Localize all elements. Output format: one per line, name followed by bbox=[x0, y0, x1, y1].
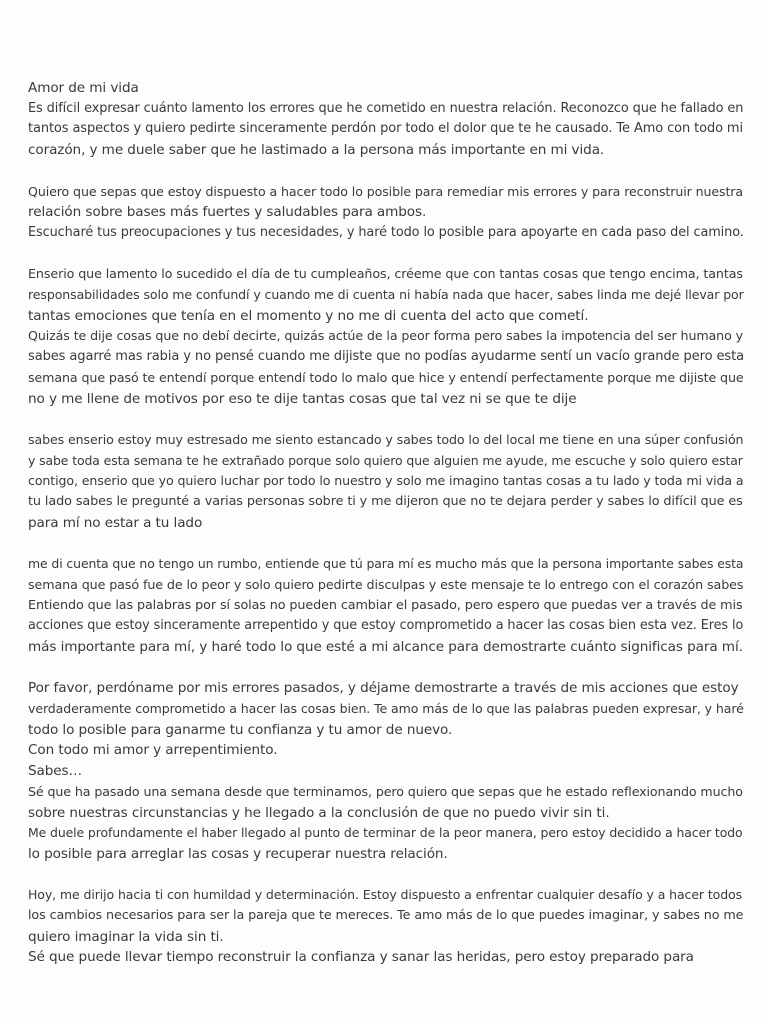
paragraph-gap bbox=[28, 409, 744, 430]
note-line: más importante para mí, y haré todo lo que esté a mi alcance para demostrarte cuánto significas para mí. bbox=[28, 638, 743, 655]
note-line: Sabes… bbox=[28, 763, 83, 780]
note-line: Me duele profundamente el haber llegado al punto de terminar de la peor manera, pero estoy decidido a hacer todo bbox=[28, 825, 743, 841]
note-line: Escucharé tus preocupaciones y tus necesidades, y haré todo lo posible para apoyarte en cada paso del camino. bbox=[28, 224, 744, 240]
note-line: los cambios necesarios para ser la pareja que te mereces. Te amo más de lo que puedes imaginar, y sabes no me bbox=[28, 908, 744, 924]
note-line: Enserio que lamento lo sucedido el día de tu cumpleaños, créeme que con tantas cosas que tengo encima, tantas bbox=[28, 266, 743, 282]
note-line: tu lado sabes le pregunté a varias personas sobre ti y me dijeron que no te dejara perder y sabes lo difícil que es bbox=[28, 494, 743, 510]
note-line: responsabilidades solo me confundí y cuando me di cuenta ni había nada que hacer, sabes linda me dejé llevar por bbox=[28, 287, 744, 302]
note-line: verdaderamente comprometido a hacer las cosas bien. Te amo más de lo que las palabras pueden expresar, y haré bbox=[28, 701, 744, 717]
note-line: acciones que estoy sinceramente arrepentido y que estoy comprometido a hacer las cosas bien esta vez. Eres lo bbox=[28, 618, 744, 634]
note-line: Es difícil expresar cuánto lamento los errores que he cometido en nuestra relación. Reconozco que he fallado en bbox=[28, 100, 744, 116]
note-line: y sabe toda esta semana te he extrañado porque solo quiero que alguien me ayude, me escuche y solo quiero estar bbox=[28, 452, 743, 468]
note-line: sabes agarré mas rabia y no pensé cuando me dijiste que no podías ayudarme sentí un vacío grande pero esta bbox=[28, 349, 744, 365]
note-line: relación sobre bases más fuertes y saludables para ambos. bbox=[28, 204, 427, 221]
note-line: Quizás te dije cosas que no debí decirte, quizás actúe de la peor forma pero sabes la impotencia del ser humano y bbox=[28, 328, 743, 344]
note-line: para mí no estar a tu lado bbox=[28, 514, 203, 531]
note-line: quiero imaginar la vida sin ti. bbox=[28, 928, 224, 945]
note-line: tantas emociones que tenía en el momento y no me di cuenta del acto que cometí. bbox=[28, 307, 589, 324]
paragraph-gap bbox=[28, 865, 744, 886]
note-line: Sé que ha pasado una semana desde que terminamos, pero quiero que sepas que he estado reflexionando mucho bbox=[28, 783, 743, 799]
note-line: Con todo mi amor y arrepentimiento. bbox=[28, 742, 278, 759]
paragraph-gap bbox=[28, 658, 744, 679]
note-line: Hoy, me dirijo hacia ti con humildad y determinación. Estoy dispuesto a enfrentar cualquier desafío y a hacer todos bbox=[28, 887, 743, 903]
note-line: lo posible para arreglar las cosas y recuperar nuestra relación. bbox=[28, 845, 448, 862]
note-line: Quiero que sepas que estoy dispuesto a hacer todo lo posible para remediar mis errores y para reconstruir nuestra bbox=[28, 183, 744, 199]
note-line: semana que pasó fue de lo peor y solo quiero pedirte disculpas y este mensaje te lo entrego con el corazón sabes bbox=[28, 576, 744, 592]
paragraph-gap bbox=[28, 244, 744, 265]
note-line: me di cuenta que no tengo un rumbo, entiende que tú para mí es mucho más que la persona importante sabes esta bbox=[28, 556, 744, 572]
note-line: no y me llene de motivos por eso te dije tantas cosas que tal vez ni se que te dije bbox=[28, 390, 577, 407]
paragraph-gap bbox=[28, 533, 744, 554]
note-line: Por favor, perdóname por mis errores pasados, y déjame demostrarte a través de mis acciones que estoy bbox=[28, 680, 739, 697]
note-line: Entiendo que las palabras por sí solas no pueden cambiar el pasado, pero espero que puedas ver a través de mis bbox=[28, 597, 743, 613]
paragraph-gap bbox=[28, 161, 744, 182]
note-line: contigo, enserio que yo quiero luchar por todo lo nuestro y solo me imagino tantas cosas a tu lado y toda mi vida a bbox=[28, 473, 744, 489]
note-line: sobre nuestras circunstancias y he llegado a la conclusión de que no puedo vivir sin ti. bbox=[28, 804, 610, 821]
note-line: Sé que puede llevar tiempo reconstruir la confianza y sanar las heridas, pero estoy preparado para bbox=[28, 949, 694, 966]
note-line: corazón, y me duele saber que he lastimado a la persona más importante en mi vida. bbox=[28, 142, 605, 159]
note-line: semana que pasó te entendí porque entendí todo lo malo que hice y entendí perfectamente porque me dijiste que bbox=[28, 369, 744, 385]
note-greeting: Amor de mi vida bbox=[28, 80, 139, 96]
note-line: todo lo posible para ganarme tu confianza y tu amor de nuevo. bbox=[28, 721, 453, 738]
note-line: tantos aspectos y quiero pedirte sinceramente perdón por todo el dolor que te he causado. Te Amo con todo mi bbox=[28, 121, 743, 137]
note-body bbox=[28, 78, 744, 968]
note-line: sabes enserio estoy muy estresado me siento estancado y sabes todo lo del local me tiene en una súper confusión bbox=[28, 431, 744, 447]
